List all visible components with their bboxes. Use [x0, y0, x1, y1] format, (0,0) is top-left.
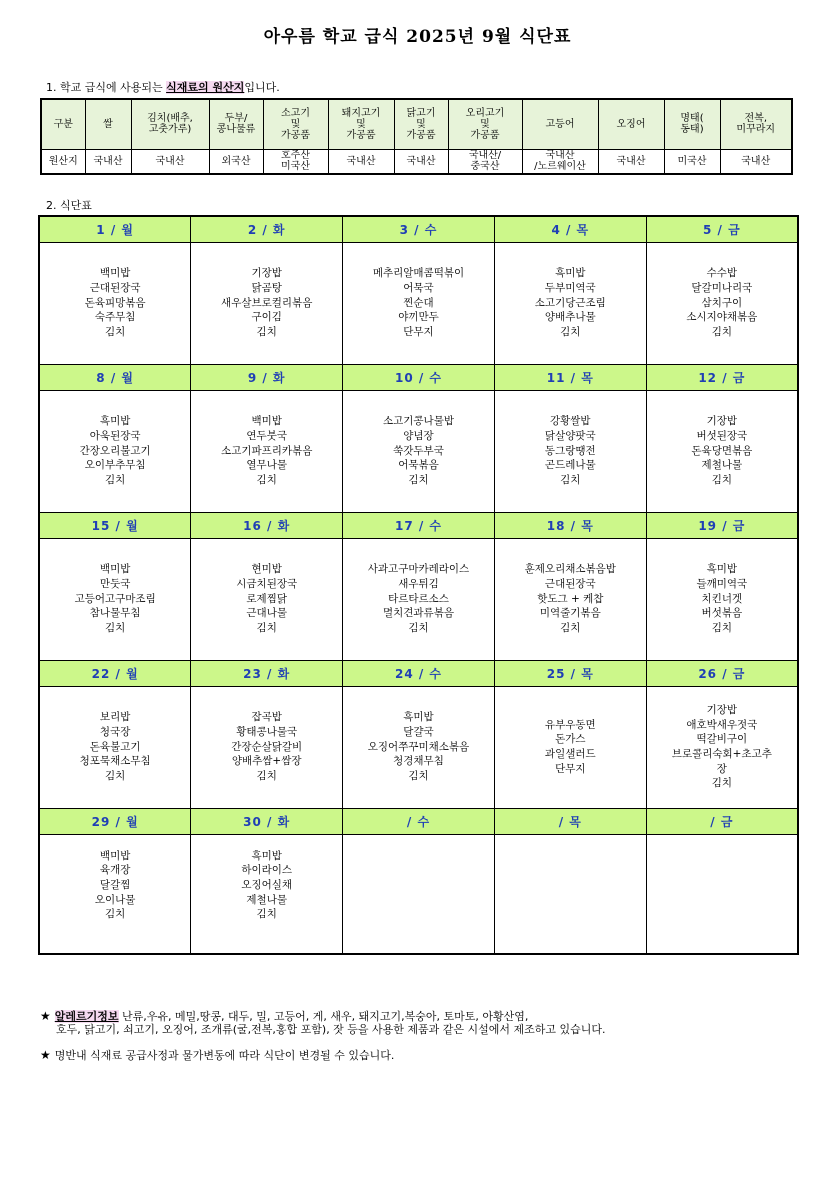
menu-item: 김치: [408, 770, 429, 783]
day-header: 22 / 월: [39, 660, 191, 686]
menu-item: 김치: [105, 622, 126, 635]
menu-item: 청경채무침: [393, 755, 444, 768]
menu-item: 아욱된장국: [89, 429, 141, 442]
origin-section-label: [46, 79, 280, 95]
menu-cell: [191, 834, 343, 954]
menu-item: 돈가스: [555, 733, 586, 746]
origin-value-cell: 국내산: [598, 149, 664, 174]
menu-item: 흑미밥: [99, 415, 131, 428]
menu-item: 제철나물: [246, 893, 287, 906]
menu-item: 달갈찜: [99, 878, 131, 891]
day-header: 25 / 목: [494, 660, 646, 686]
menu-item: 김치: [105, 474, 126, 487]
day-header-row: [39, 808, 798, 834]
menu-cell: [39, 686, 191, 808]
page-title: 아우름 학교 급식 2025년 9월 식단표: [263, 27, 572, 47]
menu-item: 김치: [560, 326, 581, 339]
day-header-row: [39, 364, 798, 390]
menu-cell: [191, 538, 343, 660]
day-header: 1 / 월: [39, 216, 191, 242]
menu-cell: [494, 686, 646, 808]
menu-item: 오이나물: [94, 893, 136, 906]
menu-cell: [39, 538, 191, 660]
menu-row: [39, 390, 798, 512]
menu-item: 제철나물: [701, 459, 743, 472]
star-icon: ★: [40, 1048, 51, 1062]
change-note-text: 명반내 식재료 공급사정과 물가변동에 따라 식단이 변경될 수 있습니다.: [54, 1049, 395, 1062]
menu-cell: [494, 390, 646, 512]
menu-item: 김치: [256, 622, 277, 635]
menu-cell: [343, 538, 495, 660]
menu-cell: [39, 834, 191, 954]
menu-item: 미역줄기볶음: [539, 607, 601, 620]
origin-value-cell: 국내산: [131, 149, 209, 174]
menu-item: 들깨미역국: [696, 577, 748, 590]
menu-item: 쑥갓두부국: [393, 444, 444, 457]
menu-item: 청국장: [99, 725, 131, 738]
menu-item: 참나물무침: [89, 607, 141, 620]
menu-cell: [39, 242, 191, 364]
menu-item: 버섯된장국: [696, 429, 748, 442]
menu-item: 타르타르소스: [388, 592, 449, 605]
menu-item: 강황쌀밥: [550, 415, 591, 428]
menu-item: 연두붓국: [246, 429, 287, 442]
menu-item: 흑미밥: [555, 267, 586, 280]
menu-item: 기장밥: [706, 415, 738, 428]
day-header: 15 / 월: [39, 512, 191, 538]
menu-item: 닭살양팟국: [544, 429, 596, 442]
day-header: 23 / 화: [191, 660, 343, 686]
origin-label-highlight: 식재료의 원산지: [166, 81, 245, 94]
menu-item: 김치: [711, 777, 732, 790]
menu-item: 흑미밥: [403, 711, 434, 724]
menu-item: 어묵볶음: [398, 459, 439, 472]
allergy-note-line1: [40, 1010, 606, 1023]
menu-item: 간장오리불고기: [79, 444, 151, 457]
menu-item: 김치: [560, 474, 581, 487]
menu-table: [38, 215, 799, 955]
origin-header-row: [41, 99, 792, 149]
menu-item: 소시지야채볶음: [686, 311, 758, 324]
origin-value-cell: 호주산 미국산: [263, 149, 328, 174]
menu-item: 돈육피망볶음: [84, 296, 146, 309]
menu-item: 현미밥: [251, 563, 282, 576]
menu-section-label: 2. 식단표: [46, 199, 92, 212]
day-header: 9 / 화: [191, 364, 343, 390]
menu-item: 유부우동면: [544, 718, 596, 731]
origin-header-cell: 전복, 미꾸라지: [720, 99, 792, 149]
menu-item: 청포묵채소무침: [79, 755, 151, 768]
menu-item: 김치: [256, 908, 277, 921]
menu-item: 브로콜리숙회+초고추: [671, 748, 772, 760]
menu-item: 김치: [256, 326, 277, 339]
day-header: 24 / 수: [343, 660, 495, 686]
menu-cell: [646, 390, 798, 512]
menu-item: 소고기콩나물밥: [382, 415, 454, 428]
menu-item: 야끼만두: [398, 311, 439, 324]
menu-item: 간장순살닭갈비: [231, 740, 303, 753]
allergy-list-line1: 난류,우유, 메밀,땅콩, 대두, 밀, 고등어, 게, 새우, 돼지고기,복숭아, 토마토, 아황산염,: [118, 1010, 529, 1023]
menu-row: [39, 686, 798, 808]
menu-item: 돈육불고기: [89, 740, 141, 753]
menu-cell: [39, 390, 191, 512]
day-header: 12 / 금: [646, 364, 798, 390]
origin-value-cell: 국내산: [394, 149, 448, 174]
menu-item: 흑미밥: [706, 563, 738, 576]
day-header: 11 / 목: [494, 364, 646, 390]
menu-item: 오징어쭈꾸미채소볶음: [367, 740, 470, 753]
menu-item: 구이김: [251, 311, 282, 324]
day-header: 30 / 화: [191, 808, 343, 834]
menu-item: 백미밥: [99, 267, 131, 280]
menu-item: 흑미밥: [251, 849, 282, 862]
day-header: 26 / 금: [646, 660, 798, 686]
allergy-label: 알레르기정보: [54, 1010, 119, 1023]
origin-value-cell: 미국산: [664, 149, 720, 174]
origin-label-suffix: 입니다.: [244, 81, 280, 94]
day-header: 2 / 화: [191, 216, 343, 242]
day-header-row: [39, 512, 798, 538]
menu-item: 새우살브로컬리볶음: [221, 296, 313, 309]
menu-item: 단무지: [403, 326, 434, 339]
menu-item: 돈육당면볶음: [691, 444, 753, 457]
origin-value-cell: 국내산/ 중국산: [448, 149, 522, 174]
menu-item: 하이라이스: [241, 864, 293, 877]
change-note: [40, 1049, 394, 1062]
menu-item: 백미밥: [99, 849, 131, 862]
menu-row: [39, 538, 798, 660]
menu-item: 떡갈비구이: [696, 733, 748, 746]
origin-header-cell: 닭고기 및 가공품: [394, 99, 448, 149]
menu-cell: [494, 834, 646, 954]
day-header: 8 / 월: [39, 364, 191, 390]
menu-item: 새우튀김: [398, 577, 439, 590]
origin-value-cell: 국내산: [85, 149, 131, 174]
menu-cell: [646, 686, 798, 808]
menu-item: 김치: [711, 622, 732, 635]
menu-item: 기장밥: [706, 703, 738, 716]
allergy-note: [40, 1010, 606, 1036]
menu-cell: [343, 242, 495, 364]
menu-item: 육개장: [99, 864, 131, 877]
menu-cell: [494, 242, 646, 364]
menu-item: 김치: [711, 326, 732, 339]
origin-header-cell: 쌀: [85, 99, 131, 149]
menu-item: 메추리알매콤떡볶이: [372, 267, 465, 280]
menu-item: 근대나물: [246, 607, 287, 620]
menu-row: [39, 834, 798, 954]
menu-item: 장: [716, 762, 727, 775]
menu-item: 삼치구이: [701, 296, 743, 309]
menu-item: 달걀국: [403, 725, 434, 738]
menu-row: [39, 242, 798, 364]
menu-item: 근대된장국: [89, 281, 141, 294]
menu-item: 애호박새우젓국: [686, 718, 758, 731]
menu-item: 찐순대: [403, 296, 434, 309]
menu-item: 오이부추무침: [84, 459, 146, 472]
menu-item: 로제찜닭: [246, 592, 287, 605]
menu-cell: [191, 686, 343, 808]
origin-header-cell: 김치(배추, 고춧가루): [131, 99, 209, 149]
menu-item: 김치: [105, 908, 126, 921]
origin-header-cell: 구분: [41, 99, 85, 149]
menu-item: 만둣국: [99, 577, 131, 590]
menu-item: 치킨너겟: [701, 592, 743, 605]
menu-cell: [343, 834, 495, 954]
menu-item: 잡곡밥: [251, 711, 282, 724]
menu-cell: [646, 538, 798, 660]
menu-item: 시금치된장국: [236, 577, 298, 590]
menu-item: 김치: [408, 622, 429, 635]
origin-header-cell: 고등어: [522, 99, 598, 149]
menu-item: 김치: [408, 474, 429, 487]
allergy-list-line2: 호두, 닭고기, 쇠고기, 오징어, 조개류(굴,전복,홍합 포함), 잣 등을 사용한 제품과 같은 시설에서 제조하고 있습니다.: [56, 1023, 606, 1036]
menu-item: 달갈미나리국: [691, 281, 753, 294]
menu-item: 보리밥: [99, 711, 131, 724]
star-icon: ★: [40, 1009, 51, 1023]
origin-value-row: [41, 149, 792, 174]
menu-item: 김치: [256, 474, 277, 487]
menu-item: 훈제오리채소볶음밥: [524, 563, 616, 576]
origin-value-cell: 국내산: [328, 149, 394, 174]
menu-item: 어묵국: [403, 281, 434, 294]
menu-item: 김치: [560, 622, 581, 635]
menu-item: 열무나물: [246, 459, 287, 472]
menu-cell: [343, 686, 495, 808]
day-header: / 금: [646, 808, 798, 834]
menu-item: 양배추쌈+쌈장: [231, 755, 302, 768]
origin-header-cell: 오징어: [598, 99, 664, 149]
menu-item: 숙주무침: [94, 311, 136, 324]
day-header: 19 / 금: [646, 512, 798, 538]
menu-item: 황태콩나물국: [236, 725, 298, 738]
menu-item: 양념장: [403, 429, 434, 442]
menu-item: 곤드레나물: [544, 459, 596, 472]
menu-item: 김치: [105, 770, 126, 783]
menu-item: 김치: [105, 326, 126, 339]
menu-item: 버섯볶음: [701, 607, 743, 620]
day-header-row: [39, 216, 798, 242]
day-header: 18 / 목: [494, 512, 646, 538]
origin-table: [40, 98, 793, 175]
origin-header-cell: 돼지고기 및 가공품: [328, 99, 394, 149]
menu-item: 수수밥: [706, 267, 738, 280]
menu-item: 오징어실채: [241, 878, 293, 891]
day-header: 3 / 수: [343, 216, 495, 242]
menu-item: 멸치견과류볶음: [382, 607, 454, 620]
menu-item: 근대된장국: [544, 577, 596, 590]
day-header: 10 / 수: [343, 364, 495, 390]
menu-item: 양배추나물: [544, 311, 596, 324]
origin-label-prefix: 1. 학교 급식에 사용되는: [46, 81, 167, 94]
menu-item: 소고기파프리카볶음: [221, 444, 313, 457]
menu-item: 고등어고구마조림: [74, 592, 156, 605]
menu-cell: [646, 242, 798, 364]
menu-cell: [191, 390, 343, 512]
day-header: 16 / 화: [191, 512, 343, 538]
origin-value-cell: 국내산: [720, 149, 792, 174]
menu-item: 김치: [256, 770, 277, 783]
origin-value-cell: 국내산 /노르웨이산: [522, 149, 598, 174]
day-header: / 목: [494, 808, 646, 834]
menu-item: 닭곰탕: [251, 281, 282, 294]
origin-header-cell: 명태( 동태): [664, 99, 720, 149]
day-header: 17 / 수: [343, 512, 495, 538]
menu-item: 김치: [711, 474, 732, 487]
menu-item: 사과고구마카레라이스: [367, 563, 470, 576]
menu-cell: [191, 242, 343, 364]
origin-header-cell: 소고기 및 가공품: [263, 99, 328, 149]
menu-item: 단무지: [555, 762, 586, 775]
day-header: 4 / 목: [494, 216, 646, 242]
day-header-row: [39, 660, 798, 686]
origin-value-cell: 외국산: [209, 149, 263, 174]
menu-item: 과일샐러드: [544, 748, 596, 760]
menu-item: 동그랑땡전: [544, 444, 596, 457]
menu-item: 백미밥: [251, 415, 282, 428]
day-header: 29 / 월: [39, 808, 191, 834]
origin-row-label: 원산지: [41, 149, 85, 174]
menu-item: 기장밥: [251, 267, 282, 280]
menu-cell: [343, 390, 495, 512]
menu-item: 핫도그 + 케찹: [537, 592, 604, 605]
day-header: / 수: [343, 808, 495, 834]
menu-item: 두부미역국: [544, 281, 596, 294]
day-header: 5 / 금: [646, 216, 798, 242]
menu-item: 소고기당근조림: [534, 296, 606, 309]
origin-header-cell: 오리고기 및 가공품: [448, 99, 522, 149]
origin-header-cell: 두부/ 콩나물류: [209, 99, 263, 149]
menu-item: 백미밥: [99, 563, 131, 576]
menu-cell: [494, 538, 646, 660]
menu-cell: [646, 834, 798, 954]
